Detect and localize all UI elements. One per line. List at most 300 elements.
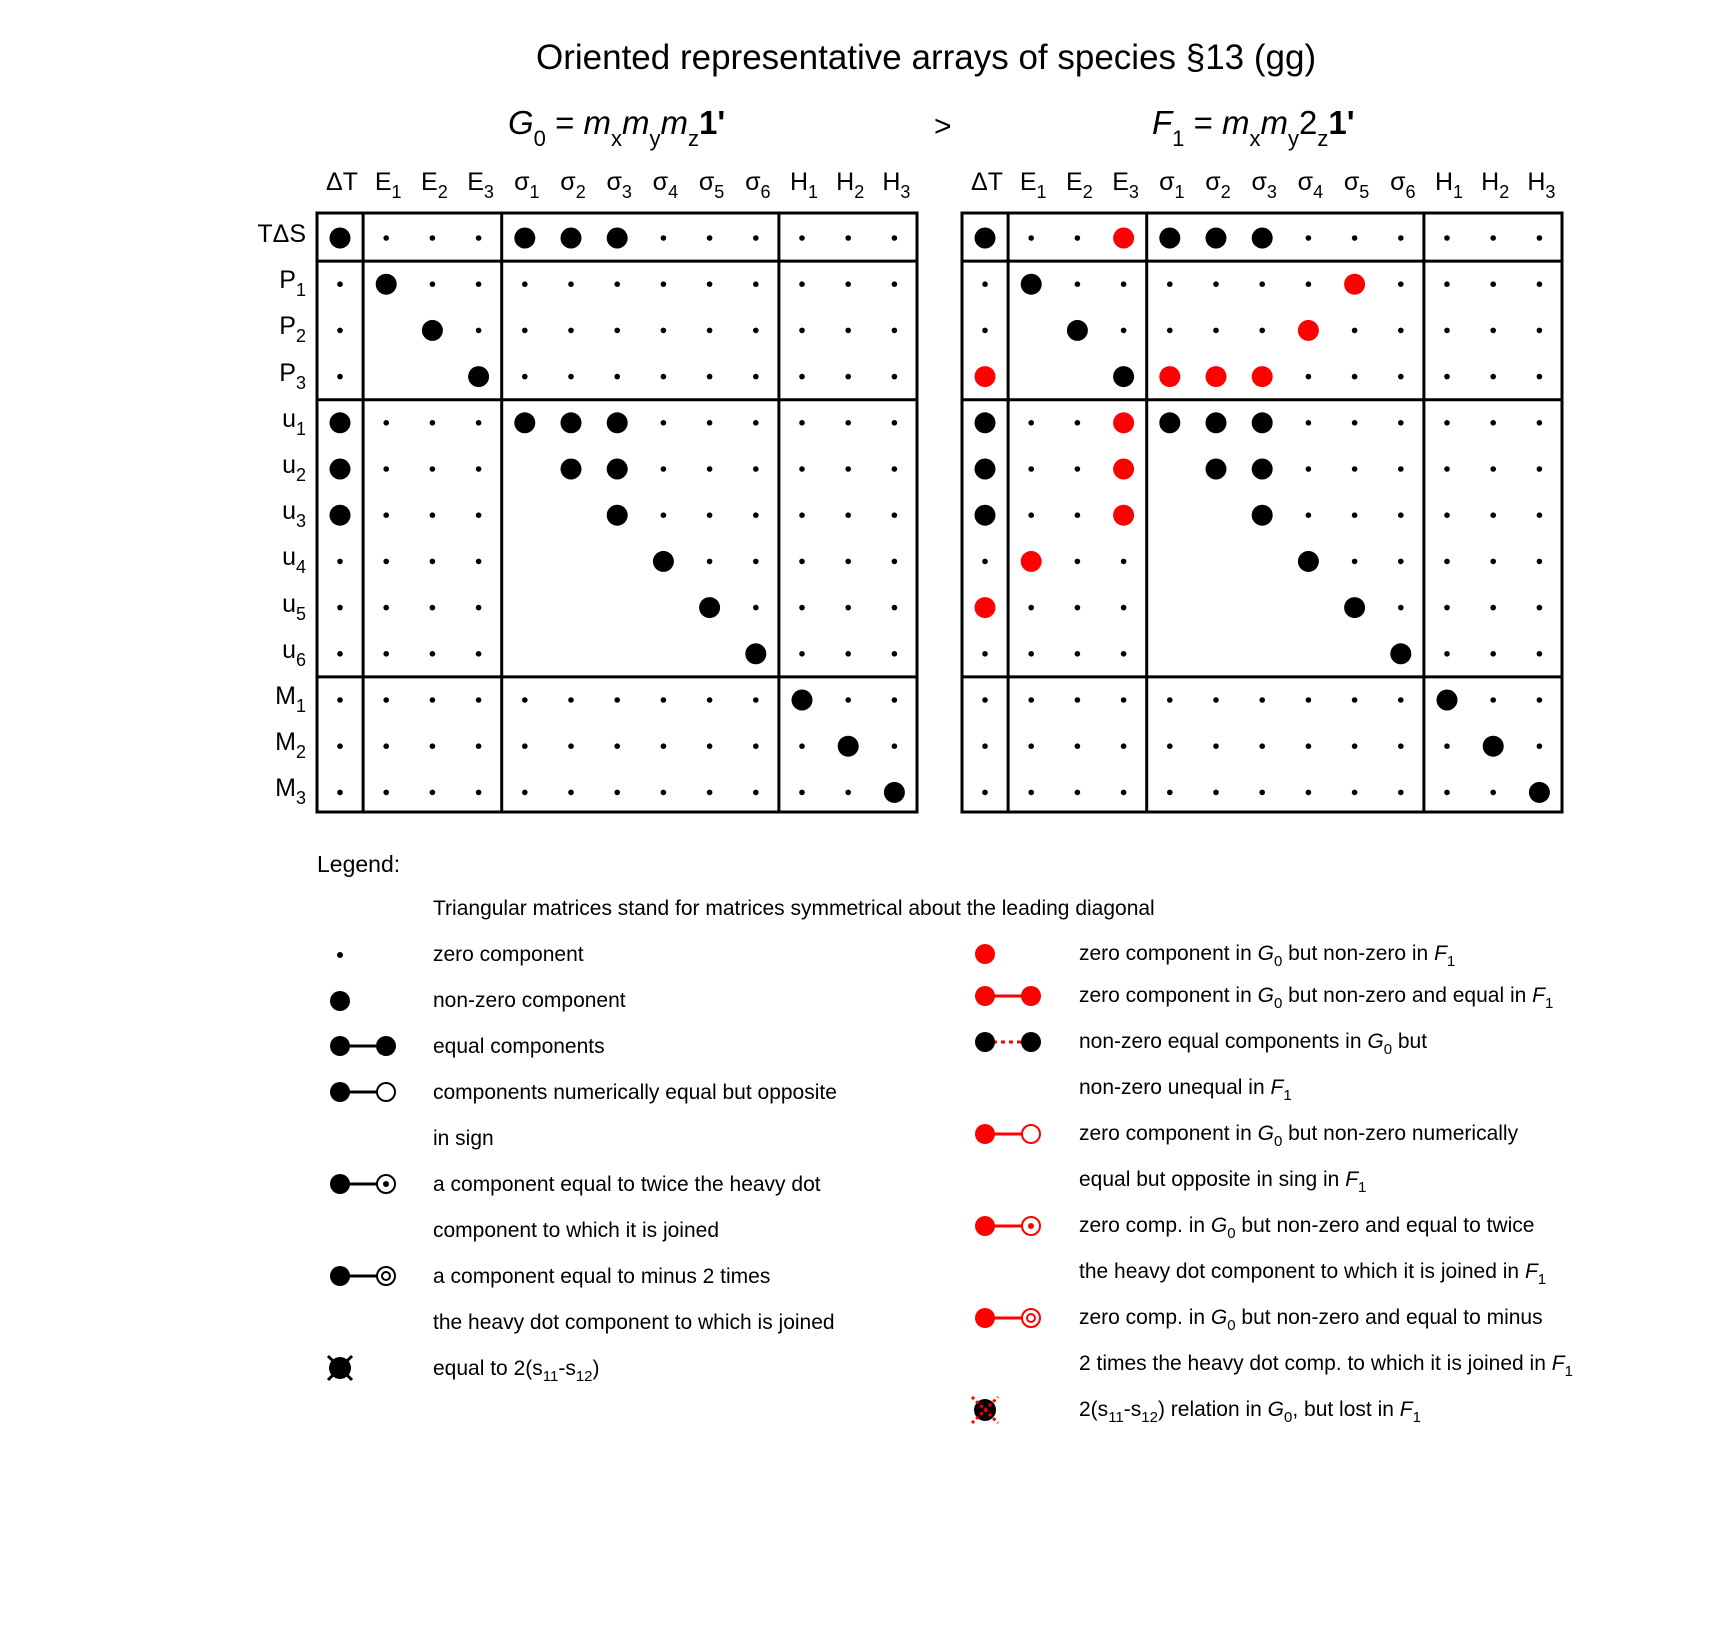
left-matrix-zero-dot	[845, 651, 851, 657]
right-matrix-zero-dot	[1075, 235, 1081, 241]
left-col-header: $H_3$	[882, 168, 911, 202]
right-matrix-nonzero-dot	[1159, 412, 1180, 433]
right-matrix-zero-dot	[982, 328, 988, 334]
right-matrix-nonzero-dot	[975, 459, 996, 480]
right-matrix-red-dot	[1298, 320, 1319, 341]
left-matrix-zero-dot	[430, 790, 436, 796]
left-matrix-nonzero-dot	[330, 412, 351, 433]
left-matrix-zero-dot	[383, 512, 389, 518]
right-matrix-nonzero-dot	[1252, 505, 1273, 526]
legend-nonzero-component: non-zero component	[433, 989, 626, 1012]
left-matrix-zero-dot	[799, 743, 805, 749]
left-matrix-zero-dot	[845, 466, 851, 472]
left-matrix-zero-dot	[892, 559, 898, 565]
legend-equal-components: equal components	[433, 1035, 605, 1058]
left-matrix-zero-dot	[799, 281, 805, 287]
right-matrix-formula: $F_1 = m_xm_y2_z1'$	[1152, 104, 1355, 151]
legend-red-equal-pair: zero component in $G_0$ but non-zero and equal in $F_1$	[1079, 984, 1554, 1012]
right-col-header: $\sigma_6$	[1390, 168, 1416, 202]
left-col-header: $E_3$	[467, 168, 494, 202]
left-matrix-nonzero-dot	[514, 412, 535, 433]
left-col-header: $\sigma_2$	[560, 168, 586, 202]
right-matrix-red-dot	[1159, 366, 1180, 387]
right-matrix-zero-dot	[1444, 559, 1450, 565]
left-matrix-zero-dot	[753, 743, 759, 749]
left-matrix-zero-dot	[661, 374, 667, 380]
left-matrix-zero-dot	[383, 466, 389, 472]
left-matrix-zero-dot	[568, 743, 574, 749]
row-header: TΔS	[257, 220, 306, 248]
right-matrix-nonzero-dot	[1529, 782, 1550, 803]
right-matrix-zero-dot	[1537, 466, 1543, 472]
row-header: $u_4$	[282, 543, 306, 578]
right-matrix-zero-dot	[1398, 374, 1404, 380]
right-matrix-zero-dot	[1537, 697, 1543, 703]
left-matrix-nonzero-dot	[607, 505, 628, 526]
right-matrix-zero-dot	[1352, 512, 1358, 518]
left-matrix-zero-dot	[707, 281, 713, 287]
left-matrix-zero-dot	[707, 328, 713, 334]
left-matrix-zero-dot	[753, 605, 759, 611]
right-matrix-zero-dot	[1444, 281, 1450, 287]
legend-opposite-line2: in sign	[433, 1127, 494, 1150]
right-matrix-zero-dot	[1398, 605, 1404, 611]
right-matrix-zero-dot	[1537, 512, 1543, 518]
left-matrix-zero-dot	[845, 420, 851, 426]
equal-pair-icon	[330, 1036, 350, 1056]
left-matrix-zero-dot	[383, 559, 389, 565]
legend-minus-two-line1: a component equal to minus 2 times	[433, 1265, 771, 1288]
left-matrix-nonzero-dot	[884, 782, 905, 803]
left-matrix-zero-dot	[661, 697, 667, 703]
left-matrix-nonzero-dot	[561, 412, 582, 433]
left-matrix-zero-dot	[476, 651, 482, 657]
right-matrix-zero-dot	[1490, 559, 1496, 565]
right-matrix-zero-dot	[1444, 235, 1450, 241]
left-col-header: ΔT	[326, 168, 358, 196]
left-matrix-zero-dot	[522, 374, 528, 380]
left-matrix-zero-dot	[383, 743, 389, 749]
right-matrix-zero-dot	[1352, 374, 1358, 380]
right-matrix-zero-dot	[1075, 559, 1081, 565]
left-matrix-zero-dot	[476, 466, 482, 472]
right-matrix-zero-dot	[1213, 790, 1219, 796]
left-matrix-nonzero-dot	[330, 459, 351, 480]
right-matrix-zero-dot	[1490, 790, 1496, 796]
red-opposite-pair-icon	[975, 1124, 995, 1144]
legend-dotted-pair-line1: non-zero equal components in $G_0$ but	[1079, 1030, 1428, 1058]
left-col-header: $\sigma_5$	[698, 168, 725, 202]
left-matrix-zero-dot	[707, 790, 713, 796]
right-matrix-zero-dot	[1444, 790, 1450, 796]
right-matrix-nonzero-dot	[975, 505, 996, 526]
right-matrix-red-dot	[975, 366, 996, 387]
red-twice-pair-icon	[975, 1216, 995, 1236]
left-matrix-nonzero-dot	[422, 320, 443, 341]
left-matrix-zero-dot	[522, 328, 528, 334]
right-matrix-zero-dot	[982, 651, 988, 657]
right-matrix-zero-dot	[1490, 328, 1496, 334]
legend-opposite-line1: components numerically equal but opposite	[433, 1081, 837, 1104]
right-matrix-zero-dot	[1306, 466, 1312, 472]
right-matrix-zero-dot	[1306, 697, 1312, 703]
left-matrix-zero-dot	[753, 374, 759, 380]
right-matrix-zero-dot	[1306, 281, 1312, 287]
left-matrix-zero-dot	[707, 235, 713, 241]
right-matrix-zero-dot	[1352, 466, 1358, 472]
right-matrix-zero-dot	[1121, 559, 1127, 565]
red-minus-two-pair-icon	[1027, 1314, 1035, 1322]
right-matrix-zero-dot	[1490, 374, 1496, 380]
right-matrix-zero-dot	[1537, 743, 1543, 749]
right-matrix-zero-dot	[1306, 420, 1312, 426]
right-col-header: ΔT	[971, 168, 1003, 196]
left-matrix-zero-dot	[845, 790, 851, 796]
left-matrix-zero-dot	[753, 512, 759, 518]
left-matrix-zero-dot	[661, 466, 667, 472]
right-matrix-red-dot	[1206, 366, 1227, 387]
right-matrix-zero-dot	[1259, 790, 1265, 796]
right-matrix-zero-dot	[1121, 790, 1127, 796]
right-matrix-zero-dot	[1352, 328, 1358, 334]
right-matrix-red-dot	[1113, 459, 1134, 480]
right-matrix-zero-dot	[1444, 466, 1450, 472]
right-matrix-nonzero-dot	[1206, 412, 1227, 433]
row-header: $u_1$	[282, 404, 306, 439]
right-matrix-zero-dot	[1028, 512, 1034, 518]
right-matrix-zero-dot	[1075, 420, 1081, 426]
left-col-header: $\sigma_3$	[606, 168, 632, 202]
legend-red-twice-line1: zero comp. in $G_0$ but non-zero and equal to twice	[1079, 1214, 1535, 1242]
left-matrix-zero-dot	[661, 743, 667, 749]
right-matrix-zero-dot	[1398, 790, 1404, 796]
right-matrix-zero-dot	[1121, 651, 1127, 657]
right-matrix-zero-dot	[1490, 466, 1496, 472]
left-matrix-zero-dot	[707, 466, 713, 472]
left-matrix-zero-dot	[845, 374, 851, 380]
right-matrix-nonzero-dot	[1206, 459, 1227, 480]
right-matrix-nonzero-dot	[1252, 459, 1273, 480]
right-matrix-zero-dot	[982, 281, 988, 287]
right-matrix-zero-dot	[1352, 235, 1358, 241]
right-matrix-zero-dot	[1490, 235, 1496, 241]
left-matrix-nonzero-dot	[699, 597, 720, 618]
left-matrix-zero-dot	[799, 559, 805, 565]
left-matrix-zero-dot	[568, 697, 574, 703]
left-matrix-zero-dot	[476, 512, 482, 518]
right-col-header: $H_2$	[1481, 168, 1510, 202]
left-col-header: $\sigma_4$	[652, 168, 679, 202]
left-matrix-zero-dot	[892, 328, 898, 334]
left-matrix-zero-dot	[892, 235, 898, 241]
legend-lost-relation: $2(s_{11}-s_{12})$ relation in $G_0$, but lost in $F_1$	[1079, 1398, 1421, 1426]
left-matrix-zero-dot	[522, 743, 528, 749]
right-matrix-nonzero-dot	[1252, 412, 1273, 433]
right-matrix-nonzero-dot	[975, 228, 996, 249]
left-matrix-zero-dot	[430, 281, 436, 287]
left-matrix-zero-dot	[845, 281, 851, 287]
right-matrix-zero-dot	[1398, 235, 1404, 241]
right-matrix-zero-dot	[1537, 281, 1543, 287]
right-matrix-nonzero-dot	[1113, 366, 1134, 387]
right-matrix-zero-dot	[1213, 697, 1219, 703]
small-dot-icon	[337, 952, 343, 958]
big-dot-icon	[330, 991, 350, 1011]
left-matrix-zero-dot	[476, 559, 482, 565]
legend-red-opposite-line1: zero component in $G_0$ but non-zero numerically	[1079, 1122, 1519, 1150]
left-matrix-zero-dot	[799, 512, 805, 518]
left-matrix-zero-dot	[337, 559, 343, 565]
left-matrix-zero-dot	[522, 281, 528, 287]
right-matrix-zero-dot	[1121, 743, 1127, 749]
left-matrix-zero-dot	[614, 697, 620, 703]
left-matrix-nonzero-dot	[607, 459, 628, 480]
left-matrix-zero-dot	[661, 328, 667, 334]
left-matrix-zero-dot	[476, 420, 482, 426]
right-matrix-zero-dot	[1259, 328, 1265, 334]
left-matrix-zero-dot	[337, 374, 343, 380]
red-equal-pair-icon	[1021, 986, 1041, 1006]
right-matrix-zero-dot	[1398, 328, 1404, 334]
left-matrix-zero-dot	[799, 328, 805, 334]
right-matrix-zero-dot	[1398, 466, 1404, 472]
right-matrix-nonzero-dot	[1206, 228, 1227, 249]
left-matrix-zero-dot	[707, 743, 713, 749]
red-equal-pair-icon	[975, 986, 995, 1006]
right-matrix-zero-dot	[1213, 743, 1219, 749]
left-matrix-zero-dot	[337, 743, 343, 749]
legend-red-minus-two-line2: 2 times the heavy dot comp. to which it is joined in $F_1$	[1079, 1352, 1573, 1380]
left-matrix-nonzero-dot	[653, 551, 674, 572]
left-matrix-zero-dot	[799, 420, 805, 426]
right-matrix-zero-dot	[1028, 743, 1034, 749]
right-matrix-zero-dot	[1075, 743, 1081, 749]
left-matrix-zero-dot	[614, 281, 620, 287]
legend-zero-component: zero component	[433, 943, 584, 966]
right-matrix-zero-dot	[1259, 743, 1265, 749]
right-col-header: $\sigma_3$	[1251, 168, 1277, 202]
right-matrix-zero-dot	[1075, 697, 1081, 703]
left-matrix-zero-dot	[383, 235, 389, 241]
left-matrix-zero-dot	[753, 559, 759, 565]
left-matrix-zero-dot	[707, 697, 713, 703]
right-matrix-zero-dot	[1444, 651, 1450, 657]
left-matrix-zero-dot	[892, 743, 898, 749]
left-matrix-zero-dot	[799, 790, 805, 796]
left-matrix-zero-dot	[337, 281, 343, 287]
left-matrix-zero-dot	[845, 605, 851, 611]
right-matrix-red-dot	[1113, 228, 1134, 249]
right-matrix-zero-dot	[1121, 697, 1127, 703]
right-matrix-zero-dot	[1028, 790, 1034, 796]
right-matrix-zero-dot	[1490, 697, 1496, 703]
right-matrix-nonzero-dot	[1344, 597, 1365, 618]
right-matrix-zero-dot	[1444, 605, 1450, 611]
row-header: $M_2$	[275, 728, 306, 763]
minus-two-pair-icon	[330, 1266, 350, 1286]
right-col-header: $\sigma_2$	[1205, 168, 1231, 202]
right-matrix-zero-dot	[1352, 790, 1358, 796]
left-matrix-zero-dot	[383, 697, 389, 703]
right-matrix-zero-dot	[1398, 420, 1404, 426]
right-matrix-nonzero-dot	[1483, 736, 1504, 757]
red-dot-icon	[975, 944, 995, 964]
dotted-pair-icon	[975, 1032, 995, 1052]
left-matrix-zero-dot	[568, 281, 574, 287]
left-matrix-zero-dot	[476, 281, 482, 287]
left-matrix-zero-dot	[892, 512, 898, 518]
right-matrix-zero-dot	[1398, 512, 1404, 518]
left-matrix-nonzero-dot	[376, 274, 397, 295]
right-matrix-zero-dot	[1490, 651, 1496, 657]
left-matrix-zero-dot	[430, 743, 436, 749]
right-matrix-zero-dot	[1537, 420, 1543, 426]
right-col-header: $E_1$	[1019, 168, 1047, 202]
left-matrix-zero-dot	[892, 281, 898, 287]
left-matrix-zero-dot	[430, 466, 436, 472]
left-matrix-zero-dot	[661, 420, 667, 426]
left-matrix-nonzero-dot	[745, 643, 766, 664]
right-matrix-zero-dot	[1306, 374, 1312, 380]
right-matrix-zero-dot	[1213, 328, 1219, 334]
right-matrix-nonzero-dot	[1390, 643, 1411, 664]
right-matrix-zero-dot	[1490, 420, 1496, 426]
left-matrix-zero-dot	[614, 374, 620, 380]
right-matrix-zero-dot	[1398, 281, 1404, 287]
right-matrix-zero-dot	[1121, 328, 1127, 334]
right-matrix-zero-dot	[1537, 651, 1543, 657]
transition-arrow: >	[934, 110, 952, 143]
row-header: $u_6$	[282, 635, 306, 670]
right-matrix-zero-dot	[982, 697, 988, 703]
legend-note: Triangular matrices stand for matrices symmetrical about the leading diagonal	[433, 897, 1155, 920]
left-matrix-zero-dot	[799, 466, 805, 472]
right-matrix-zero-dot	[1444, 512, 1450, 518]
row-header: $P_2$	[279, 312, 306, 347]
left-col-header: $H_2$	[836, 168, 865, 202]
left-matrix-zero-dot	[753, 790, 759, 796]
right-col-header: $H_3$	[1527, 168, 1556, 202]
right-matrix-zero-dot	[982, 790, 988, 796]
left-matrix-zero-dot	[430, 651, 436, 657]
right-matrix-zero-dot	[1259, 697, 1265, 703]
left-matrix-zero-dot	[707, 374, 713, 380]
left-matrix-zero-dot	[799, 605, 805, 611]
left-matrix-zero-dot	[892, 697, 898, 703]
right-matrix-zero-dot	[1352, 559, 1358, 565]
right-matrix-zero-dot	[1352, 743, 1358, 749]
left-matrix-zero-dot	[892, 605, 898, 611]
right-matrix-zero-dot	[1398, 559, 1404, 565]
legend-minus-two-line2: the heavy dot component to which is joined	[433, 1311, 835, 1334]
left-col-header: $\sigma_6$	[745, 168, 771, 202]
right-matrix-zero-dot	[1398, 743, 1404, 749]
legend-twice-line2: component to which it is joined	[433, 1219, 719, 1242]
right-matrix-zero-dot	[982, 743, 988, 749]
left-col-header: $E_1$	[374, 168, 402, 202]
right-matrix-zero-dot	[1352, 697, 1358, 703]
row-header: $u_5$	[282, 589, 306, 624]
left-matrix-zero-dot	[522, 790, 528, 796]
left-matrix-zero-dot	[568, 374, 574, 380]
right-matrix-nonzero-dot	[1067, 320, 1088, 341]
right-matrix-zero-dot	[1075, 466, 1081, 472]
right-matrix-zero-dot	[1213, 281, 1219, 287]
left-matrix-zero-dot	[845, 559, 851, 565]
right-matrix-zero-dot	[1121, 605, 1127, 611]
right-matrix-zero-dot	[1167, 328, 1173, 334]
left-matrix-zero-dot	[614, 328, 620, 334]
left-matrix-nonzero-dot	[561, 459, 582, 480]
right-matrix-nonzero-dot	[1298, 551, 1319, 572]
left-matrix-zero-dot	[383, 790, 389, 796]
left-matrix-zero-dot	[753, 281, 759, 287]
right-matrix-zero-dot	[1028, 605, 1034, 611]
right-matrix-zero-dot	[1167, 281, 1173, 287]
right-matrix-zero-dot	[1167, 697, 1173, 703]
left-matrix-zero-dot	[383, 420, 389, 426]
left-matrix-zero-dot	[661, 790, 667, 796]
left-matrix-zero-dot	[430, 512, 436, 518]
row-header: $P_1$	[279, 266, 306, 301]
right-matrix-red-dot	[1252, 366, 1273, 387]
equal-pair-icon	[376, 1036, 396, 1056]
left-matrix-zero-dot	[476, 328, 482, 334]
left-matrix-zero-dot	[476, 790, 482, 796]
left-matrix-nonzero-dot	[607, 228, 628, 249]
right-matrix-zero-dot	[1537, 605, 1543, 611]
left-matrix-zero-dot	[753, 466, 759, 472]
right-matrix-red-dot	[1113, 505, 1134, 526]
right-col-header: $E_2$	[1066, 168, 1093, 202]
left-matrix-zero-dot	[845, 512, 851, 518]
right-matrix-zero-dot	[1028, 235, 1034, 241]
left-matrix-zero-dot	[568, 790, 574, 796]
right-matrix-zero-dot	[1444, 374, 1450, 380]
left-matrix-zero-dot	[430, 420, 436, 426]
right-matrix-nonzero-dot	[975, 412, 996, 433]
left-matrix-zero-dot	[753, 697, 759, 703]
legend-dotted-pair-line2: non-zero unequal in $F_1$	[1079, 1076, 1292, 1104]
left-matrix-zero-dot	[845, 235, 851, 241]
left-col-header: $\sigma_1$	[514, 168, 540, 202]
dotted-pair-icon	[1021, 1032, 1041, 1052]
left-matrix-zero-dot	[337, 651, 343, 657]
left-matrix-zero-dot	[430, 697, 436, 703]
left-matrix-zero-dot	[430, 605, 436, 611]
left-matrix-zero-dot	[337, 697, 343, 703]
left-matrix-zero-dot	[476, 743, 482, 749]
legend-red-opposite-line2: equal but opposite in sing in $F_1$	[1079, 1168, 1367, 1196]
right-matrix-zero-dot	[1537, 559, 1543, 565]
right-matrix-red-dot	[1344, 274, 1365, 295]
row-header: $u_3$	[282, 497, 306, 532]
right-matrix-zero-dot	[1167, 743, 1173, 749]
left-matrix-zero-dot	[337, 328, 343, 334]
legend-red-minus-two-line1: zero comp. in $G_0$ but non-zero and equal to minus	[1079, 1306, 1543, 1334]
right-matrix-zero-dot	[1537, 374, 1543, 380]
left-matrix-nonzero-dot	[330, 228, 351, 249]
right-matrix-zero-dot	[1028, 697, 1034, 703]
right-matrix-zero-dot	[1398, 697, 1404, 703]
twice-pair-icon	[383, 1181, 389, 1187]
right-matrix-zero-dot	[1490, 605, 1496, 611]
left-matrix-nonzero-dot	[514, 228, 535, 249]
left-matrix-zero-dot	[430, 235, 436, 241]
right-matrix-zero-dot	[1444, 328, 1450, 334]
right-matrix-zero-dot	[1444, 743, 1450, 749]
right-matrix-zero-dot	[1306, 235, 1312, 241]
